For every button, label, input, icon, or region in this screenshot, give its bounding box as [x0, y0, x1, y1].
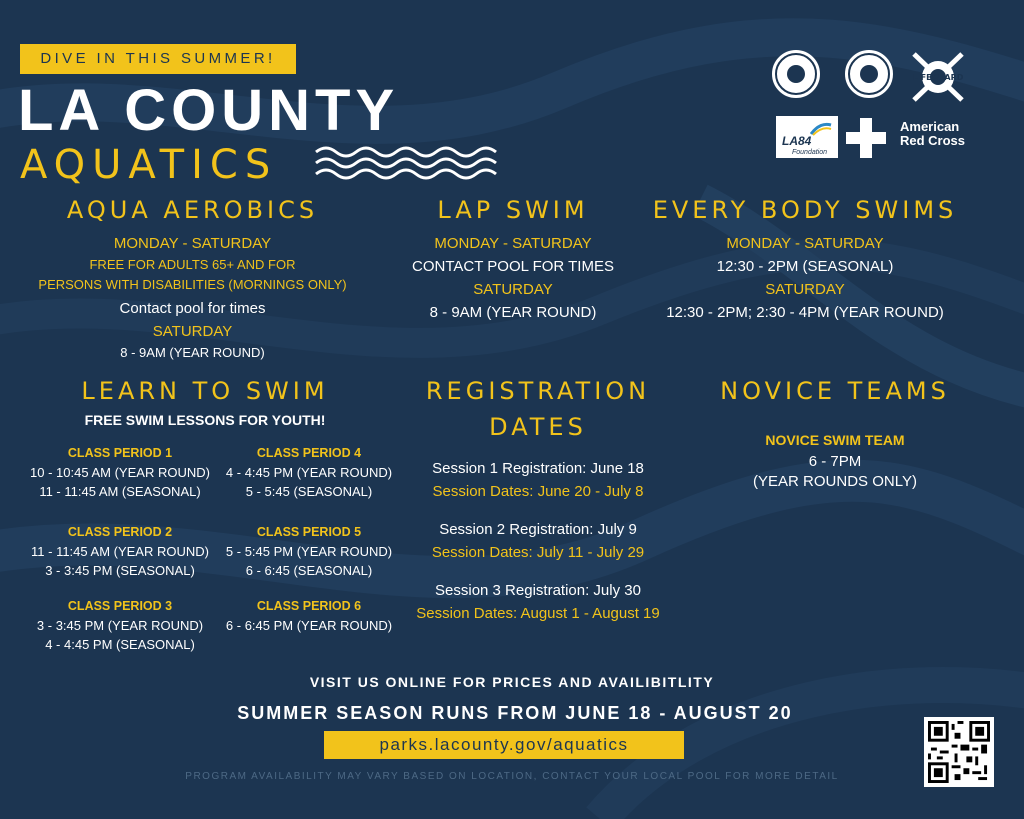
- la84-foundation-logo: [776, 116, 838, 158]
- class-period-time: 11 - 11:45 AM (YEAR ROUND): [31, 544, 209, 559]
- class-period-time: 11 - 11:45 AM (SEASONAL): [39, 484, 201, 499]
- page-subtitle: AQUATICS: [20, 142, 278, 188]
- learn-to-swim-heading: LEARN TO SWIM: [81, 377, 329, 405]
- class-period-2: [20, 522, 220, 580]
- novice-team-times: 6 - 7PM: [808, 453, 862, 470]
- visit-online-text: VISIT US ONLINE FOR PRICES AND AVAILIBITLITY: [309, 674, 715, 690]
- every-body-swims-sat-times: 12:30 - 2PM; 2:30 - 4PM (YEAR ROUND): [666, 304, 944, 321]
- aqua-aerobics-sat-label: SATURDAY: [152, 323, 233, 340]
- lifeguard-icon: [908, 50, 968, 104]
- qr-code-icon[interactable]: [924, 717, 994, 787]
- every-body-swims-heading: EVERY BODY SWIMS: [652, 196, 958, 224]
- class-period-4: [214, 443, 404, 501]
- la84-name: LA84: [782, 134, 812, 148]
- aqua-aerobics-free-line2: PERSONS WITH DISABILITIES (MORNINGS ONLY): [38, 277, 347, 292]
- class-period-5: [214, 522, 404, 580]
- lap-swim-days: MONDAY - SATURDAY: [434, 235, 592, 252]
- class-period-label: CLASS PERIOD 1: [67, 446, 173, 460]
- session-dates: Session Dates: July 11 - July 29: [431, 544, 645, 561]
- lap-swim-sat-times: 8 - 9AM (YEAR ROUND): [429, 304, 597, 321]
- lap-swim-heading: LAP SWIM: [437, 196, 589, 224]
- class-period-label: CLASS PERIOD 6: [256, 599, 362, 613]
- class-period-time: 5 - 5:45 PM (YEAR ROUND): [225, 544, 393, 559]
- page-title: LA COUNTY: [18, 78, 400, 143]
- class-period-time: 4 - 4:45 PM (SEASONAL): [45, 637, 195, 652]
- class-period-time: 6 - 6:45 PM (YEAR ROUND): [225, 618, 393, 633]
- la84-sub: Foundation: [792, 149, 828, 156]
- parks-seal-icon: [845, 50, 893, 98]
- aqua-aerobics-heading: AQUA AEROBICS: [66, 196, 319, 224]
- lap-swim-contact: CONTACT POOL FOR TIMES: [412, 258, 614, 275]
- session-registration: Session 2 Registration: July 9: [439, 521, 637, 538]
- class-period-time: 4 - 4:45 PM (YEAR ROUND): [225, 465, 393, 480]
- tagline-banner: DIVE IN THIS SUMMER!: [20, 44, 296, 74]
- registration-session-2: [400, 518, 676, 564]
- class-period-time: 6 - 6:45 (SEASONAL): [245, 563, 373, 578]
- class-period-6: [214, 596, 404, 635]
- class-period-label: CLASS PERIOD 4: [256, 446, 362, 460]
- novice-team-name: NOVICE SWIM TEAM: [765, 432, 905, 448]
- registration-heading-line1: REGISTRATION: [425, 377, 651, 405]
- red-cross-line2: Red Cross: [900, 133, 966, 148]
- swoosh-icon: [810, 122, 832, 136]
- class-period-time: 3 - 3:45 PM (SEASONAL): [45, 563, 195, 578]
- class-period-label: CLASS PERIOD 5: [256, 525, 362, 539]
- disclaimer-text: PROGRAM AVAILABILITY MAY VARY BASED ON LOCATION, CONTACT YOUR LOCAL POOL FOR MORE DETAIL: [185, 771, 839, 782]
- class-period-label: CLASS PERIOD 2: [67, 525, 173, 539]
- lap-swim-section: [388, 192, 638, 324]
- class-period-3: [20, 596, 220, 654]
- red-cross-icon: [846, 118, 886, 158]
- registration-session-3: [400, 579, 676, 625]
- novice-team-note: (YEAR ROUNDS ONLY): [753, 473, 917, 490]
- aqua-aerobics-sat-times: 8 - 9AM (YEAR ROUND): [120, 345, 265, 360]
- class-period-time: 3 - 3:45 PM (YEAR ROUND): [36, 618, 204, 633]
- session-dates: Session Dates: August 1 - August 19: [416, 605, 660, 622]
- learn-to-swim-subheading: FREE SWIM LESSONS FOR YOUTH!: [84, 412, 326, 428]
- aqua-aerobics-free-line1: FREE FOR ADULTS 65+ AND FOR: [89, 257, 296, 272]
- aqua-aerobics-section: [20, 192, 365, 363]
- red-cross-line1: American: [900, 119, 960, 134]
- website-url-link[interactable]: parks.lacounty.gov/aquatics: [324, 731, 684, 759]
- registration-session-1: [400, 457, 676, 503]
- la-county-seal-icon: [772, 50, 820, 98]
- summer-season-text: SUMMER SEASON RUNS FROM JUNE 18 - AUGUST 20: [237, 703, 793, 723]
- class-period-1: [20, 443, 220, 501]
- class-period-time: 5 - 5:45 (SEASONAL): [245, 484, 373, 499]
- class-period-label: CLASS PERIOD 3: [67, 599, 173, 613]
- registration-section: [400, 373, 676, 625]
- lap-swim-sat-label: SATURDAY: [473, 281, 553, 298]
- aqua-aerobics-contact: Contact pool for times: [119, 300, 266, 317]
- every-body-swims-days: MONDAY - SATURDAY: [726, 235, 884, 252]
- novice-teams-heading: NOVICE TEAMS: [720, 377, 950, 405]
- waves-icon: [314, 146, 504, 180]
- session-registration: Session 1 Registration: June 18: [432, 460, 644, 477]
- novice-teams-section: [700, 373, 970, 492]
- registration-heading-line2: DATES: [489, 413, 587, 441]
- every-body-swims-sat-label: SATURDAY: [765, 281, 845, 298]
- red-cross-logo-text: [900, 120, 965, 148]
- session-dates: Session Dates: June 20 - July 8: [432, 483, 644, 500]
- aqua-aerobics-days: MONDAY - SATURDAY: [113, 235, 272, 252]
- session-registration: Session 3 Registration: July 30: [435, 582, 641, 599]
- class-period-time: 10 - 10:45 AM (YEAR ROUND): [30, 465, 210, 480]
- every-body-swims-section: [640, 192, 970, 324]
- lifeguard-label: LIFEGUARD: [912, 73, 964, 82]
- learn-to-swim-section: [20, 373, 400, 432]
- every-body-swims-weekday-times: 12:30 - 2PM (SEASONAL): [716, 258, 894, 275]
